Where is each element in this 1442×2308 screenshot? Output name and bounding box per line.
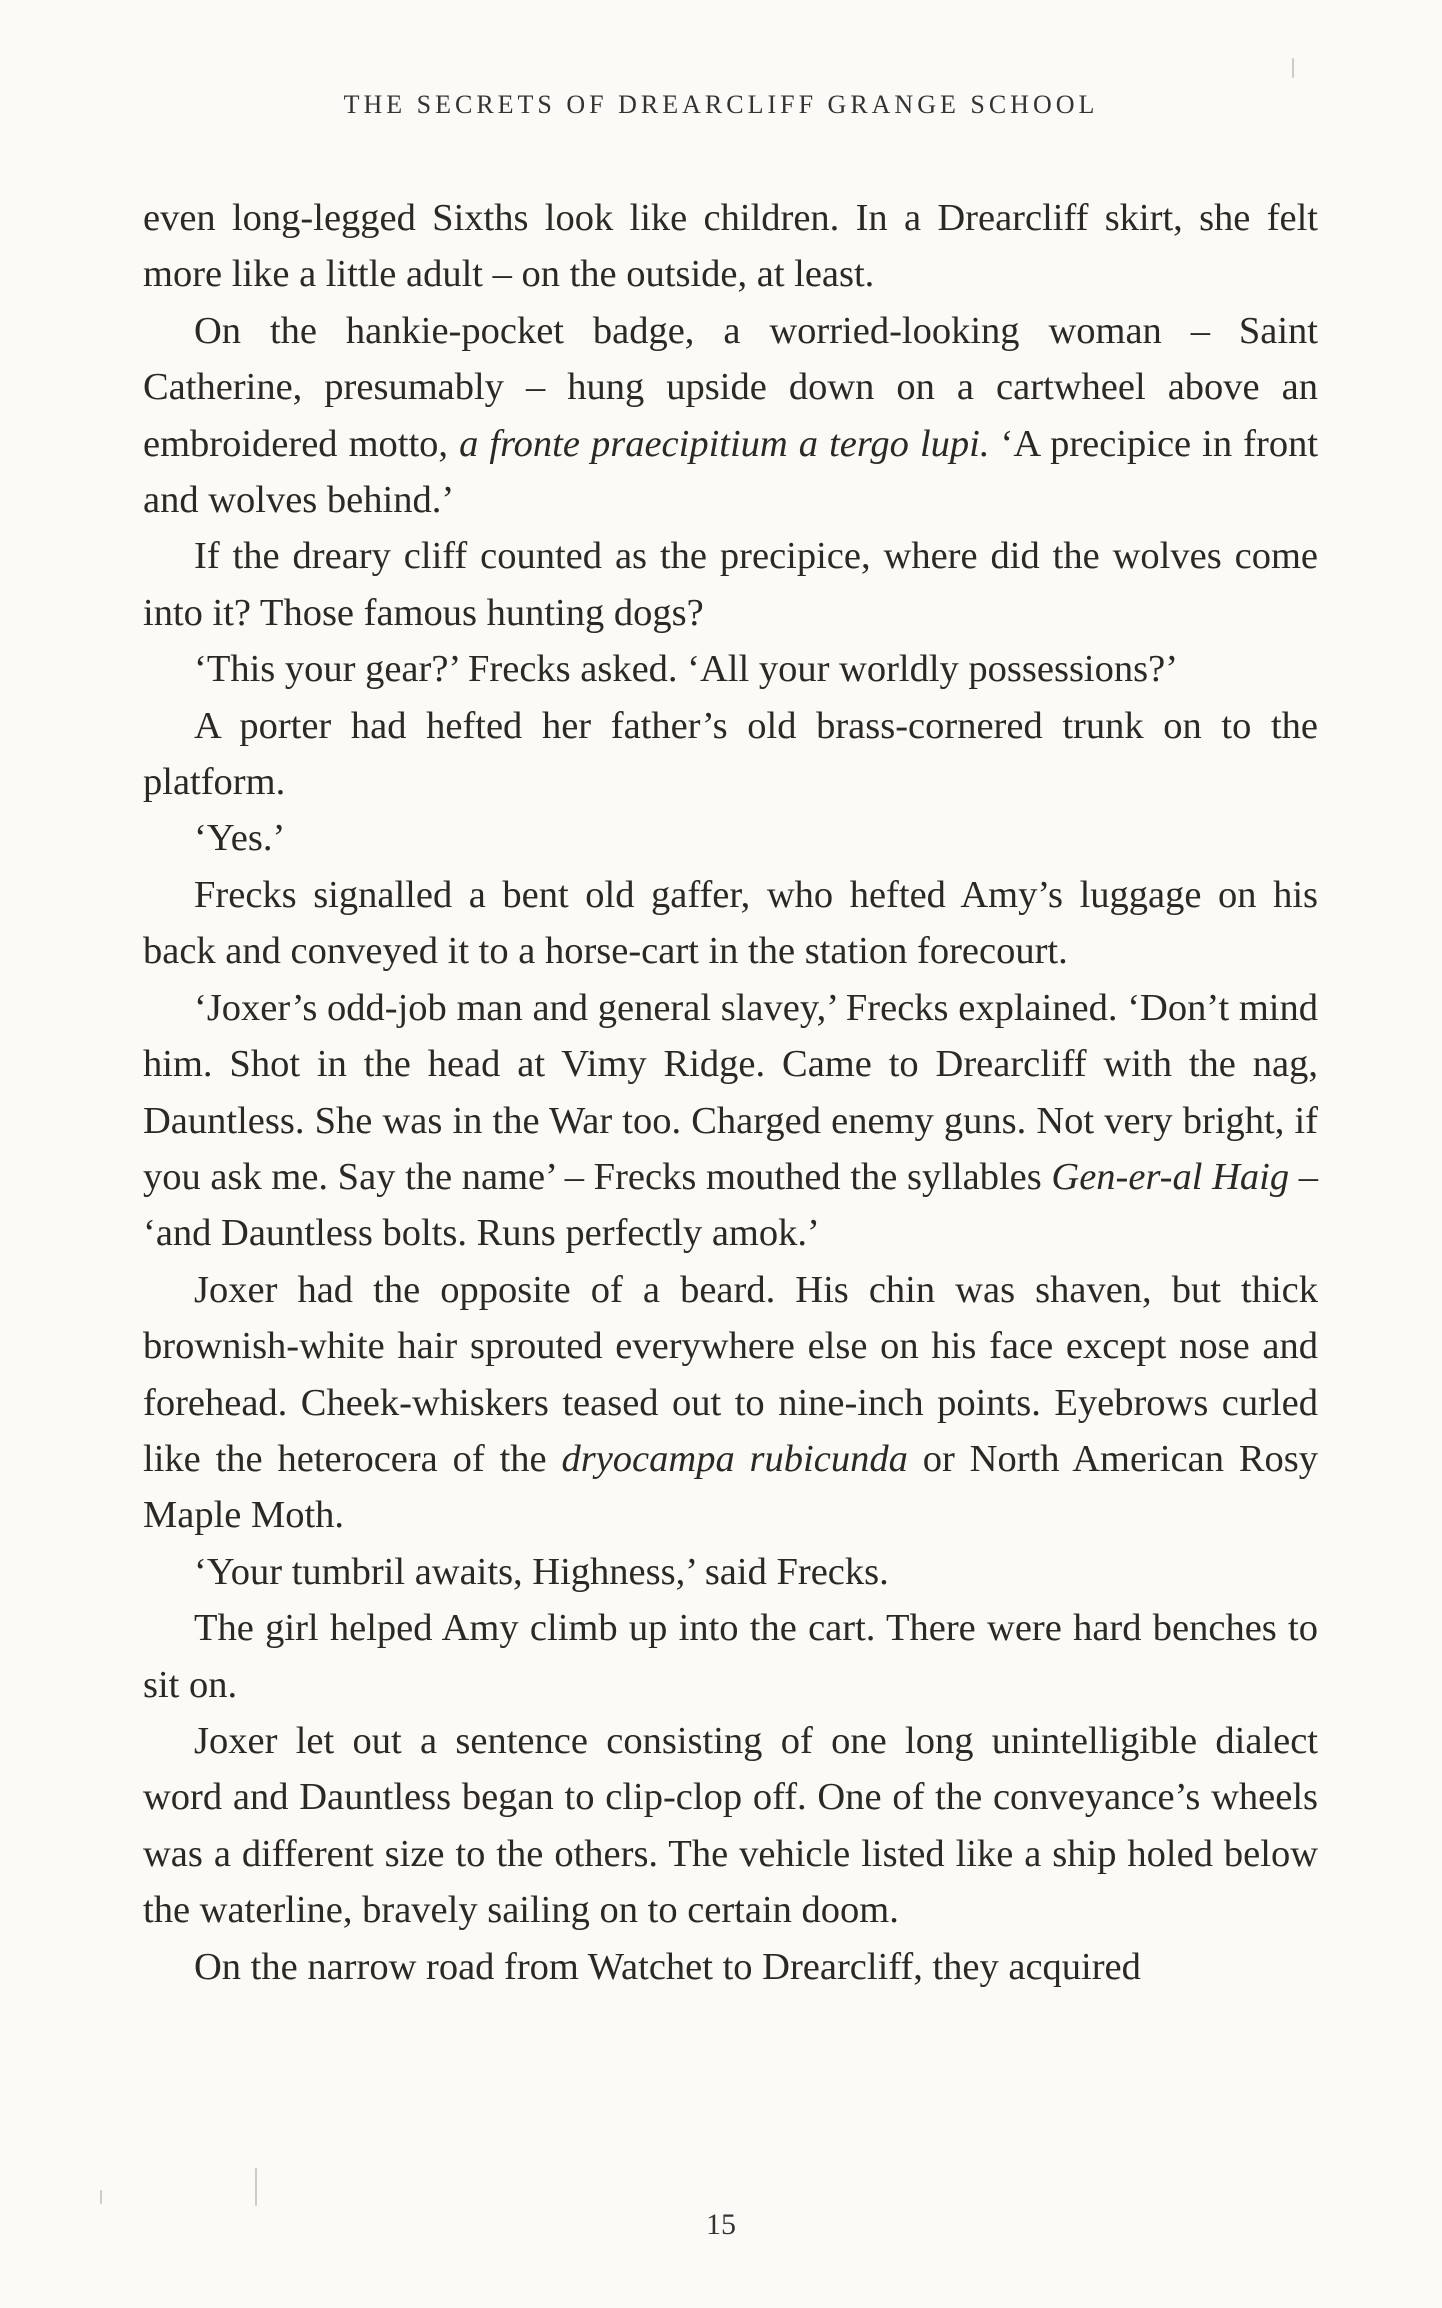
paragraph (143, 810, 1318, 866)
running-head: THE SECRETS OF DREARCLIFF GRANGE SCHOOL (343, 90, 1099, 119)
text-run: Frecks signalled a bent old gaffer, who hefted Amy’s luggage on his back and conveyed it to a horse-cart in the station forecourt. (143, 873, 1318, 973)
paragraph (143, 1600, 1318, 1713)
italic-text: dryocampa rubicunda (561, 1437, 908, 1480)
text-run: – ‘and Dauntless bolts. Runs perfectly amok.’ (143, 1155, 1318, 1255)
paragraph (143, 1544, 1318, 1600)
text-run: Joxer had the opposite of a beard. His chin was shaven, but thick brownish-white hair sprouted everywhere else on his face except nose and forehead. Cheek-whiskers teased out to nine-inch points. Eyebrows curled like the heterocera of the (143, 1268, 1318, 1480)
paper-blemish (1292, 58, 1294, 78)
text-run: or North American Rosy Maple Moth. (143, 1437, 1319, 1537)
paragraph (143, 867, 1318, 980)
text-run: On the narrow road from Watchet to Drearcliff, they acquired (194, 1945, 1141, 1988)
paper-blemish (100, 2190, 102, 2204)
paragraph (143, 528, 1318, 641)
text-run: ‘Joxer’s odd-job man and general slavey,’ Frecks explained. ‘Don’t mind him. Shot in the head at Vimy Ridge. Came to Drearcliff with the nag, Dauntless. She was in the War too. Charged enemy guns. Not very bright, if you ask me. Say the name’ – Frecks mouthed the syllables (143, 986, 1318, 1198)
italic-text: a fronte praecipitium a tergo lupi. (459, 422, 990, 465)
italic-text: Gen-er-al Haig (1051, 1155, 1290, 1198)
text-run: On the hankie-pocket badge, a worried-looking woman – Saint Catherine, presumably – hung upside down on a cartwheel above an embroidered motto, (143, 309, 1318, 465)
paragraph (143, 1262, 1318, 1544)
text-run: The girl helped Amy climb up into the cart. There were hard benches to sit on. (143, 1607, 1318, 1706)
paragraph (143, 303, 1318, 529)
page-number: 15 (706, 2208, 736, 2241)
text-run: even long-legged Sixths look like children. In a Drearcliff skirt, she felt more like a little adult – on the outside, at least. (143, 197, 1318, 296)
text-run: A porter had hefted her father’s old brass-cornered trunk on to the platform. (143, 704, 1318, 804)
text-run: ‘A precipice in front and wolves behind.’ (143, 422, 1319, 522)
text-run: ‘This your gear?’ Frecks asked. ‘All your worldly possessions?’ (194, 648, 1179, 691)
paragraph (143, 1939, 1318, 1995)
text-run: If the dreary cliff counted as the precipice, where did the wolves come into it? Those famous hunting dogs? (143, 535, 1318, 634)
body-text (143, 190, 1318, 1995)
paragraph (143, 190, 1318, 303)
paragraph (143, 641, 1318, 697)
text-run: ‘Your tumbril awaits, Highness,’ said Frecks. (194, 1550, 889, 1593)
paragraph (143, 1713, 1318, 1939)
paragraph (143, 698, 1318, 811)
text-run: ‘Yes.’ (194, 817, 286, 860)
paragraph (143, 980, 1318, 1262)
text-run: Joxer let out a sentence consisting of one long unintelligible dialect word and Dauntless began to clip-clop off. One of the conveyance’s wheels was a different size to the others. The vehicle listed like a ship holed below the waterline, bravely sailing on to certain doom. (143, 1719, 1318, 1932)
paper-blemish (255, 2168, 257, 2206)
